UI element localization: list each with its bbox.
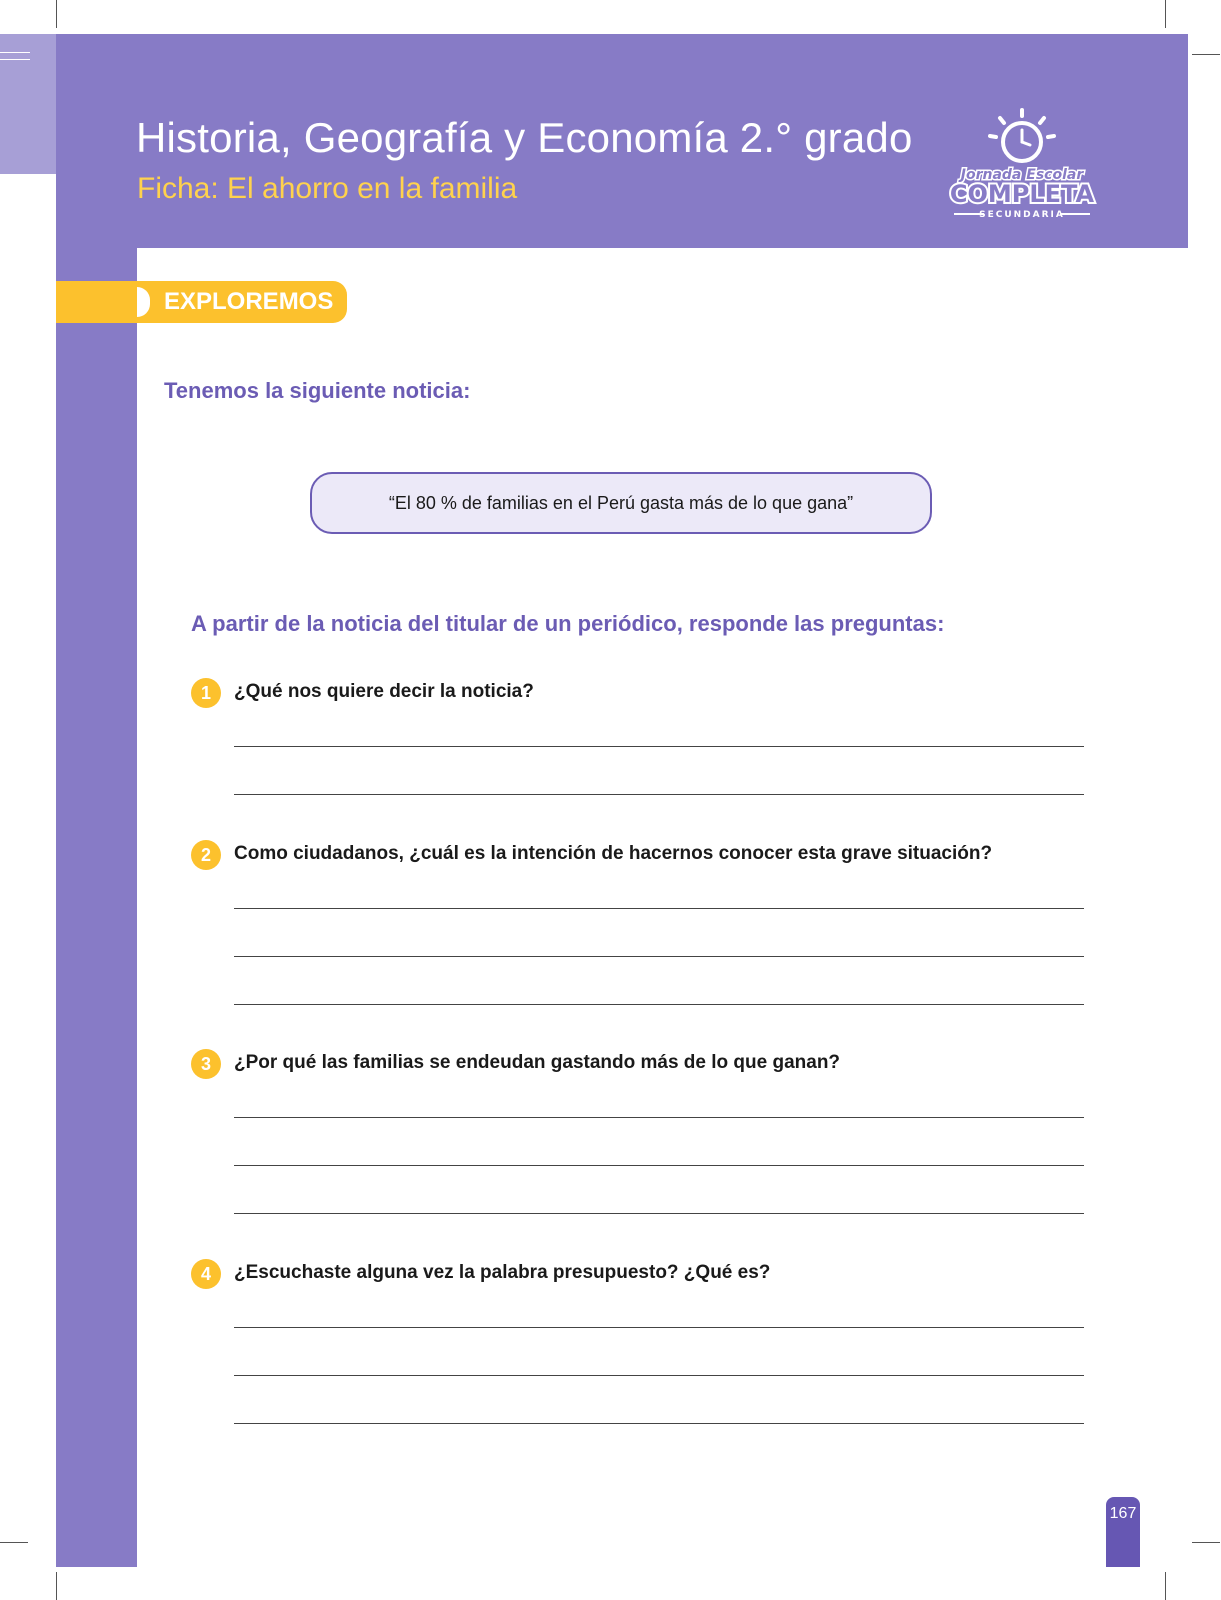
question-number-badge: 3	[191, 1049, 221, 1079]
crop-mark	[1192, 1542, 1220, 1543]
answer-line[interactable]	[234, 1165, 1084, 1166]
news-quote-text: “El 80 % de familias en el Perú gasta más de lo que gana”	[388, 492, 854, 513]
crop-mark	[56, 1572, 57, 1600]
answer-line[interactable]	[234, 794, 1084, 795]
crop-mark	[56, 0, 57, 28]
page-subtitle: Ficha: El ahorro en la familia	[137, 172, 518, 205]
instructions-text: A partir de la noticia del titular de un periódico, responde las preguntas:	[191, 611, 945, 636]
logo-line-3: SECUNDARIA	[979, 210, 1065, 220]
question-number-badge: 4	[191, 1259, 221, 1289]
page-title: Historia, Geografía y Economía 2.° grado	[136, 114, 913, 161]
logo-line-2: COMPLETA	[949, 180, 1095, 208]
crop-mark	[1165, 0, 1166, 28]
section-label: EXPLOREMOS	[164, 288, 334, 315]
crop-mark	[1165, 1572, 1166, 1600]
news-quote-box	[310, 472, 932, 534]
logo-line-1: Jornada Escolar	[960, 167, 1084, 183]
answer-line[interactable]	[234, 956, 1084, 957]
left-edge-tab-lines	[0, 52, 30, 60]
answer-line[interactable]	[234, 1375, 1084, 1376]
answer-line[interactable]	[234, 1117, 1084, 1118]
answer-line[interactable]	[234, 746, 1084, 747]
question-text: ¿Por qué las familias se endeudan gastando más de lo que ganan?	[234, 1052, 841, 1073]
question-text: ¿Escuchaste alguna vez la palabra presupuesto? ¿Qué es?	[234, 1262, 771, 1283]
question-number-badge: 2	[191, 840, 221, 870]
intro-text: Tenemos la siguiente noticia:	[164, 378, 471, 403]
question-text: Como ciudadanos, ¿cuál es la intención de hacernos conocer esta grave situación?	[234, 843, 993, 864]
page-number: 167	[1106, 1497, 1140, 1567]
crop-mark	[1192, 54, 1220, 55]
question-number-badge: 1	[191, 678, 221, 708]
answer-line[interactable]	[234, 1213, 1084, 1214]
jec-logo	[942, 104, 1102, 224]
answer-line[interactable]	[234, 1423, 1084, 1424]
side-band	[56, 248, 137, 1567]
answer-line[interactable]	[234, 1004, 1084, 1005]
answer-line[interactable]	[234, 1327, 1084, 1328]
question-text: ¿Qué nos quiere decir la noticia?	[234, 681, 534, 702]
crop-mark	[0, 1542, 28, 1543]
answer-line[interactable]	[234, 908, 1084, 909]
